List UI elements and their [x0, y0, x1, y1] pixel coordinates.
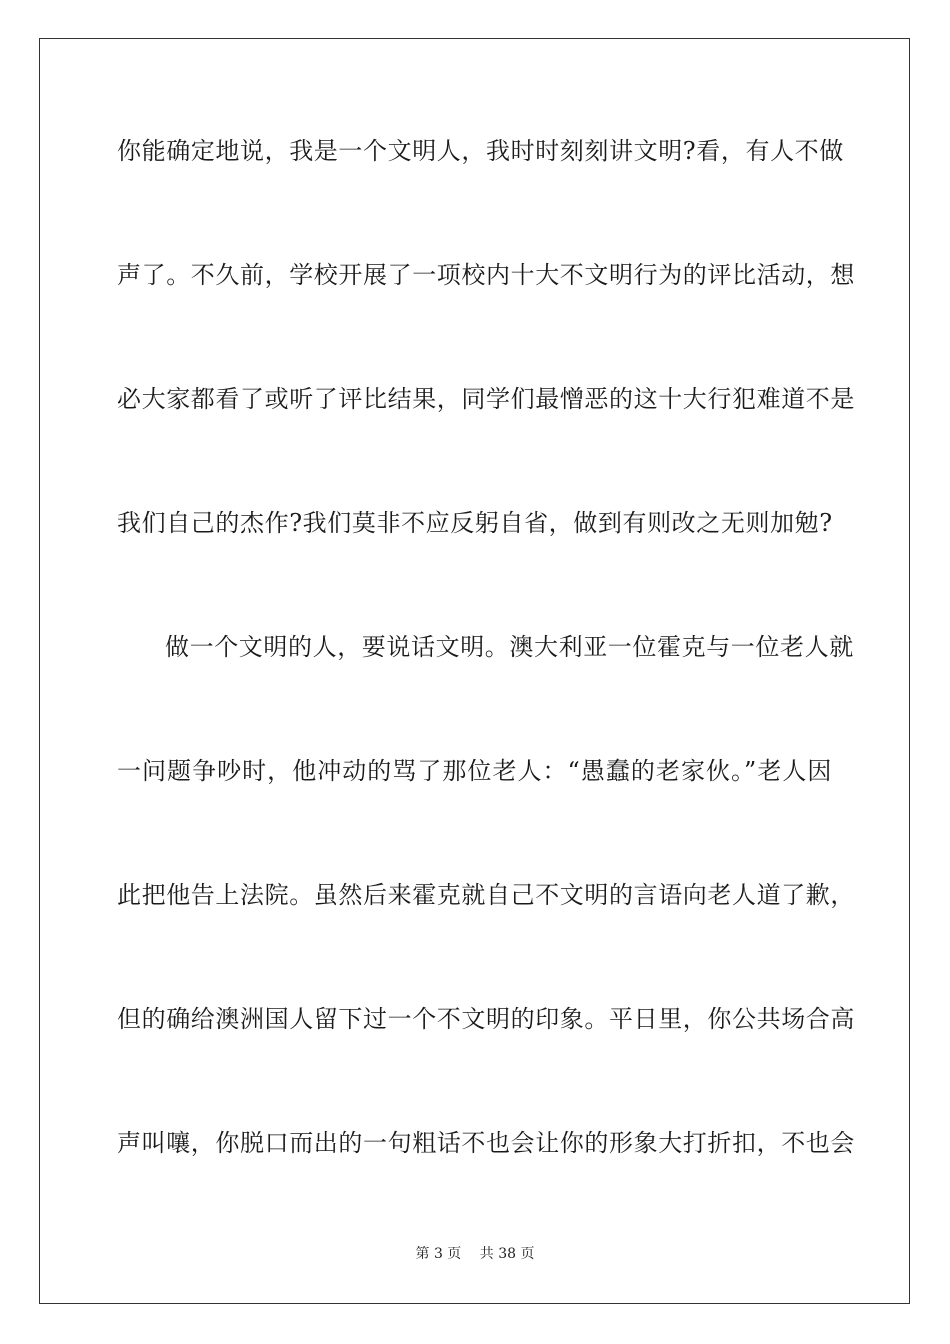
body-text-line-7: 此把他告上法院。虽然后来霍克就自己不文明的言语向老人道了歉， [117, 881, 855, 909]
body-text-line-4: 我们自己的杰作?我们莫非不应反躬自省，做到有则改之无则加勉? [117, 509, 833, 537]
page-frame [39, 38, 910, 1304]
body-text-line-3: 必大家都看了或听了评比结果，同学们最憎恶的这十大行犯难道不是 [117, 385, 855, 413]
page-number-footer: 第 3 页 共 38 页 [415, 1246, 535, 1262]
body-text-line-9: 声叫嚷，你脱口而出的一句粗话不也会让你的形象大打折扣，不也会 [117, 1129, 855, 1157]
body-text-line-1: 你能确定地说，我是一个文明人，我时时刻刻讲文明?看，有人不做 [117, 137, 844, 165]
body-text-line-8: 但的确给澳洲国人留下过一个不文明的印象。平日里，你公共场合高 [117, 1005, 855, 1033]
body-text-line-6: 一问题争吵时，他冲动的骂了那位老人：“愚蠢的老家伙。”老人因 [117, 757, 832, 785]
body-text-line-2: 声了。不久前，学校开展了一项校内十大不文明行为的评比活动，想 [117, 261, 855, 289]
body-text-line-5: 做一个文明的人，要说话文明。澳大利亚一位霍克与一位老人就 [165, 633, 854, 661]
